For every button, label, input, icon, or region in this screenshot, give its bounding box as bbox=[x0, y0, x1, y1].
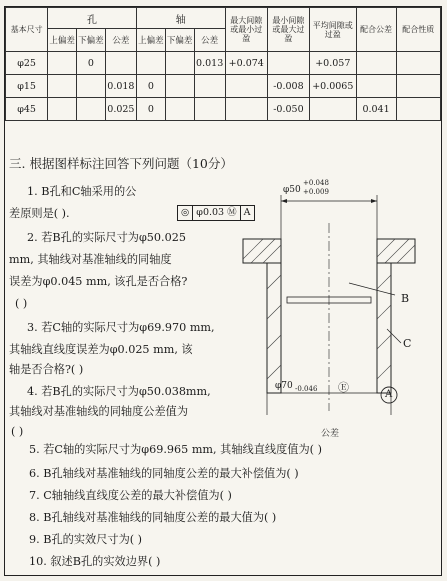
question-7: 7. C轴轴线直线度公差的最大补偿值为( ) bbox=[29, 489, 232, 502]
table-row bbox=[6, 75, 441, 98]
cell-shaft-tol bbox=[194, 75, 225, 98]
question-5: 5. 若C轴的实际尺寸为φ69.965 mm, 其轴线直线度值为( ) bbox=[29, 443, 322, 456]
cell-min-clearance: -0.008 bbox=[267, 75, 309, 98]
cell-hole-lower bbox=[77, 75, 106, 98]
cell-average bbox=[310, 98, 357, 121]
cell-max-clearance bbox=[225, 98, 267, 121]
cell-shaft-tol bbox=[194, 98, 225, 121]
question-2-line-3: 误差为φ0.045 mm, 该孔是否合格? bbox=[9, 275, 188, 288]
question-4-line-1: 4. 若B孔的实际尺寸为φ50.038mm, bbox=[27, 385, 211, 398]
header-shaft: 轴 bbox=[136, 8, 225, 29]
cell-fit-tolerance bbox=[356, 75, 396, 98]
question-2-line-2: mm, 其轴线对基准轴线的同轴度 bbox=[9, 253, 172, 266]
dim-top-lower: +0.009 bbox=[303, 188, 329, 196]
fcf-datum: A bbox=[243, 207, 251, 218]
header-shaft-lower: 下偏差 bbox=[165, 29, 194, 52]
cell-hole-upper bbox=[48, 52, 77, 75]
question-3-line-1: 3. 若C轴的实际尺寸为φ69.970 mm, bbox=[27, 321, 215, 334]
header-fit-type: 配合性质 bbox=[396, 8, 440, 52]
cell-shaft-tol: 0.013 bbox=[194, 52, 225, 75]
leader-b bbox=[349, 283, 395, 295]
cell-hole-lower: 0 bbox=[77, 52, 106, 75]
fcf-tolerance-value: φ0.03 Ⓜ bbox=[193, 206, 240, 220]
arrowhead bbox=[371, 199, 377, 203]
cell-shaft-lower bbox=[165, 75, 194, 98]
leader-c bbox=[387, 329, 401, 343]
datum-a-label: A bbox=[385, 389, 393, 400]
wall-right bbox=[377, 263, 391, 393]
cell-max-clearance bbox=[225, 75, 267, 98]
cell-hole-upper bbox=[48, 98, 77, 121]
dim-top-nominal: φ50 bbox=[283, 185, 301, 195]
part-drawing bbox=[229, 179, 441, 419]
envelope-symbol: Ⓔ bbox=[338, 381, 349, 394]
exam-sheet bbox=[4, 6, 442, 576]
question-9: 9. B孔的实效尺寸为( ) bbox=[29, 533, 143, 546]
header-shaft-upper: 上偏差 bbox=[136, 29, 165, 52]
header-min-clearance: 最小间隙或最大过盈 bbox=[267, 8, 309, 52]
cell-max-clearance: +0.074 bbox=[225, 52, 267, 75]
label-b: B bbox=[401, 292, 410, 305]
header-basic-size: 基本尺寸 bbox=[6, 8, 48, 52]
arrowhead bbox=[281, 199, 287, 203]
section-title: 三. 根据图样标注回答下列问题（10分） bbox=[9, 156, 233, 171]
header-shaft-tol: 公差 bbox=[194, 29, 225, 52]
cell-fit-type bbox=[396, 75, 440, 98]
question-1-line-2: 差原则是( ). bbox=[9, 207, 70, 220]
cell-average: +0.057 bbox=[310, 52, 357, 75]
dim-bottom-tol: -0.046 bbox=[295, 385, 318, 393]
question-5-note: 公差 bbox=[321, 429, 340, 439]
cell-shaft-upper bbox=[136, 52, 165, 75]
cell-size: φ45 bbox=[6, 98, 48, 121]
question-4-line-2: 其轴线对基准轴线的同轴度公差值为 bbox=[9, 405, 189, 418]
header-fit-tolerance: 配合公差 bbox=[356, 8, 396, 52]
cell-min-clearance bbox=[267, 52, 309, 75]
cell-hole-tol bbox=[105, 52, 136, 75]
wall-left bbox=[267, 263, 281, 393]
cell-shaft-lower bbox=[165, 98, 194, 121]
cell-shaft-lower bbox=[165, 52, 194, 75]
table-row bbox=[6, 52, 441, 75]
question-3-line-2: 其轴线直线度误差为φ0.025 mm, 该 bbox=[9, 343, 193, 356]
question-8: 8. B孔轴线对基准轴线的同轴度公差的最大值为( ) bbox=[29, 511, 277, 524]
question-3-line-3: 轴是否合格?( ) bbox=[9, 363, 84, 376]
cell-min-clearance: -0.050 bbox=[267, 98, 309, 121]
question-4-line-3: ( ) bbox=[11, 425, 24, 438]
cell-fit-tolerance bbox=[356, 52, 396, 75]
dim-bottom-nominal: φ70 bbox=[275, 381, 293, 391]
cell-shaft-upper: 0 bbox=[136, 75, 165, 98]
cell-size: φ15 bbox=[6, 75, 48, 98]
header-average: 平均间隙或过盈 bbox=[310, 8, 357, 52]
cell-size: φ25 bbox=[6, 52, 48, 75]
cell-hole-tol: 0.025 bbox=[105, 98, 136, 121]
header-hole-tol: 公差 bbox=[105, 29, 136, 52]
question-2-line-1: 2. 若B孔的实际尺寸为φ50.025 bbox=[27, 231, 186, 244]
question-2-line-4: ( ) bbox=[15, 297, 28, 310]
question-10: 10. 叙述B孔的实效边界( ) bbox=[29, 555, 161, 568]
cell-hole-upper bbox=[48, 75, 77, 98]
cell-average: +0.0065 bbox=[310, 75, 357, 98]
header-hole-lower: 下偏差 bbox=[77, 29, 106, 52]
cell-fit-type bbox=[396, 52, 440, 75]
dim-top-upper: +0.048 bbox=[303, 179, 329, 187]
cell-hole-lower bbox=[77, 98, 106, 121]
cell-hole-tol: 0.018 bbox=[105, 75, 136, 98]
cell-fit-tolerance: 0.041 bbox=[356, 98, 396, 121]
question-6: 6. B孔轴线对基准轴线的同轴度公差的最大补偿值为( ) bbox=[29, 467, 299, 480]
cell-fit-type bbox=[396, 98, 440, 121]
question-1-line-1: 1. B孔和C轴采用的公 bbox=[27, 185, 137, 198]
cell-shaft-upper: 0 bbox=[136, 98, 165, 121]
tolerance-table bbox=[5, 7, 441, 121]
header-hole-upper: 上偏差 bbox=[48, 29, 77, 52]
label-c: C bbox=[403, 337, 412, 350]
header-hole: 孔 bbox=[48, 8, 137, 29]
table-header-row bbox=[6, 8, 441, 29]
coaxiality-symbol: ◎ bbox=[178, 206, 193, 220]
table-row bbox=[6, 98, 441, 121]
header-max-clearance: 最大间隙或最小过盈 bbox=[225, 8, 267, 52]
